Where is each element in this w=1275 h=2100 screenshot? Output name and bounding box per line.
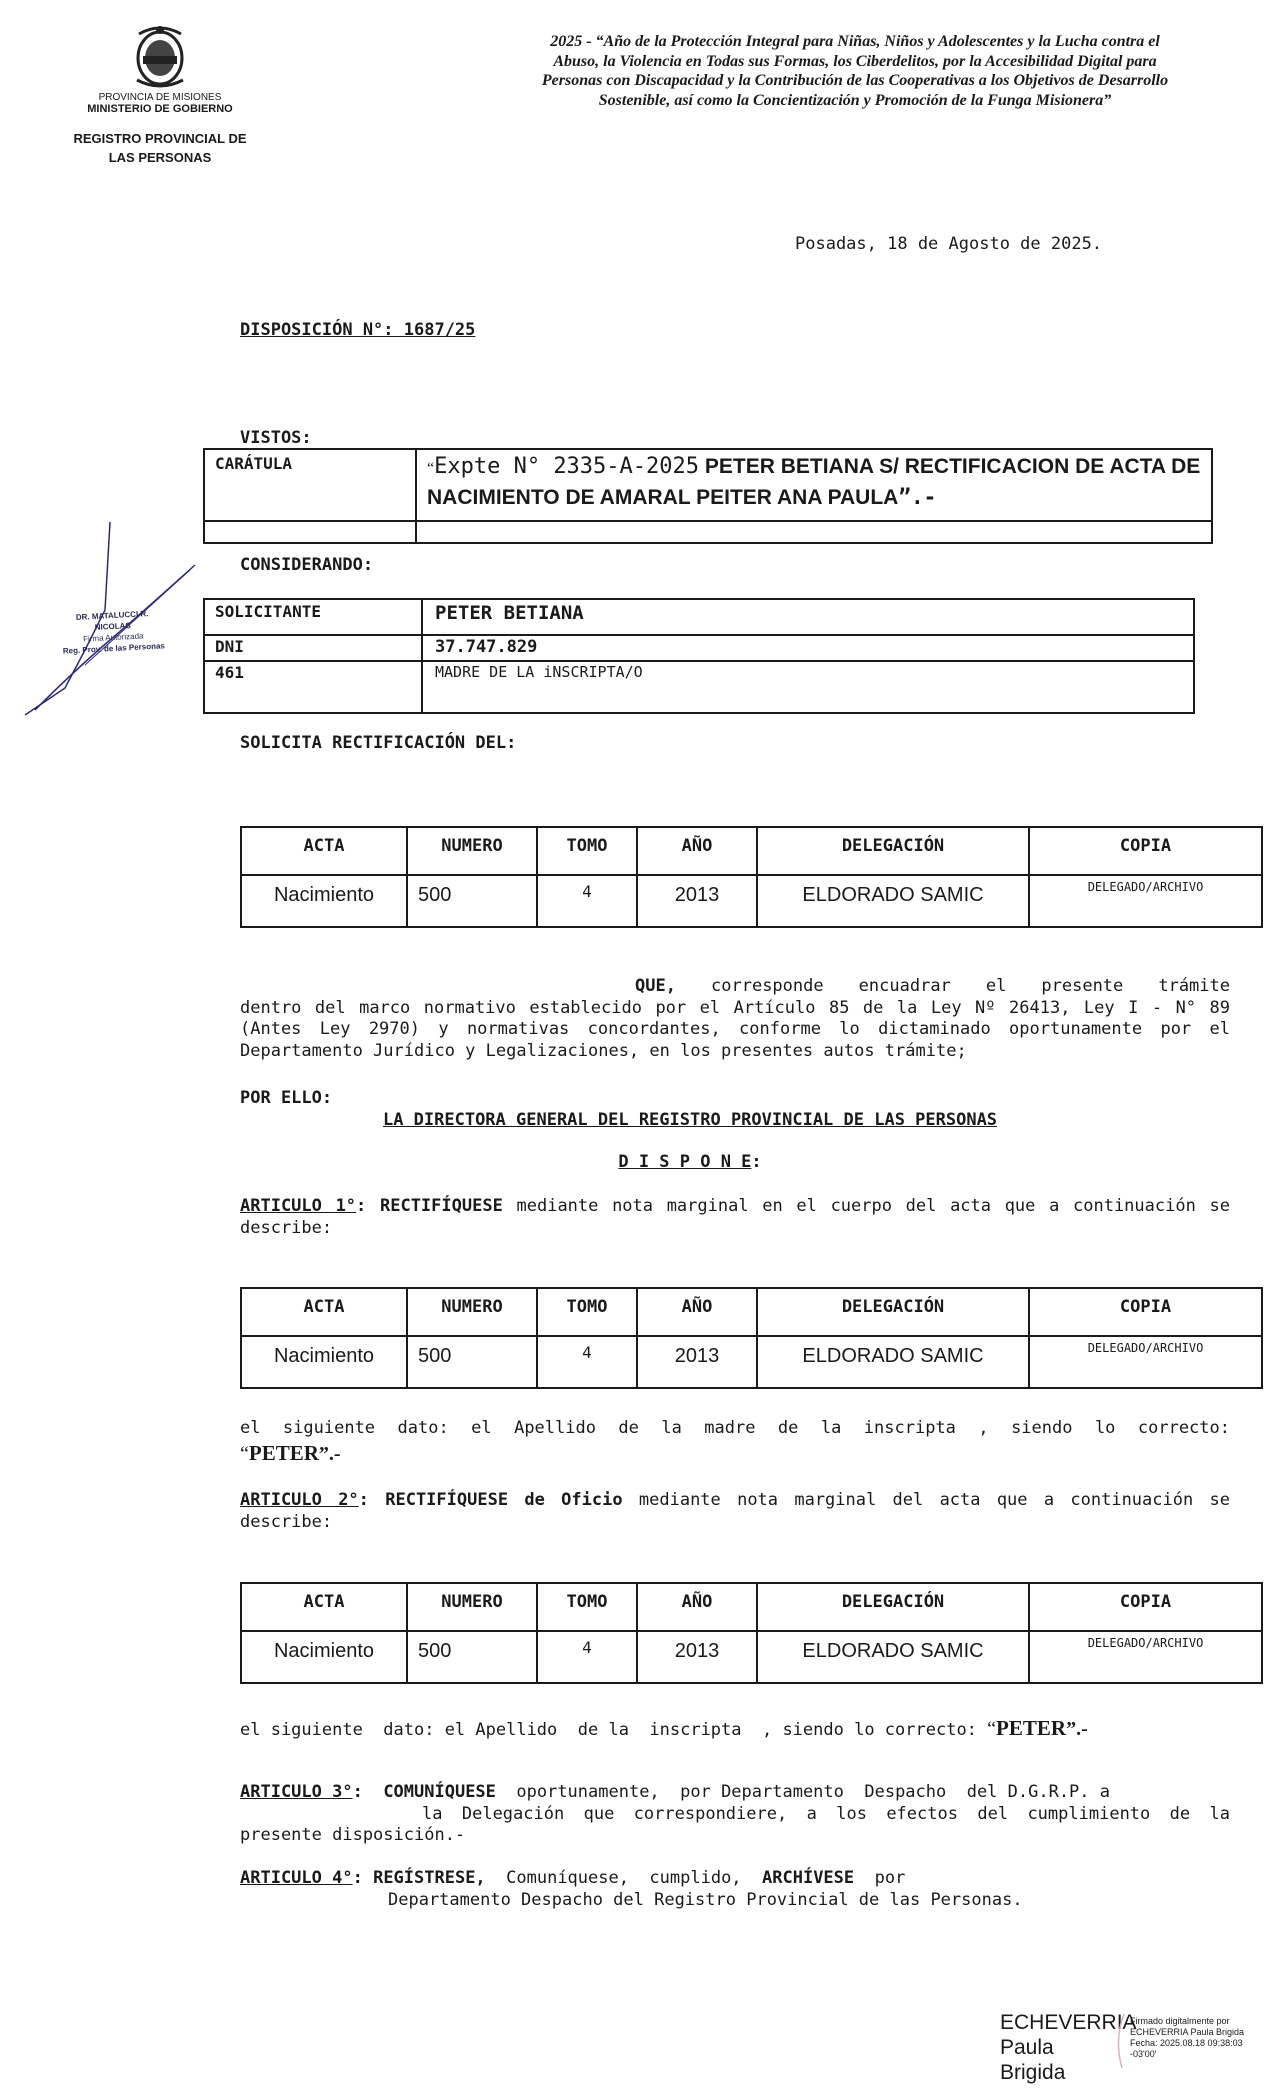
col-copia: COPIA bbox=[1029, 1288, 1262, 1336]
relationship-value: MADRE DE LA iNSCRIPTA/O bbox=[422, 661, 1194, 713]
col-copia: COPIA bbox=[1029, 1583, 1262, 1631]
registry-name-line1: REGISTRO PROVINCIAL DE bbox=[73, 131, 247, 146]
article-3-line1: oportunamente, por Departamento Despacho del D.G.R.P. a bbox=[495, 1782, 1110, 1802]
que-first-line: corresponde encuadrar el presente trámite bbox=[675, 976, 1230, 996]
article-1-open-quote: “ bbox=[240, 1443, 249, 1465]
signature-flourish-icon bbox=[1112, 2012, 1130, 2070]
dni-label: DNI bbox=[204, 635, 422, 661]
cell-tomo: 4 bbox=[537, 1631, 637, 1683]
article-4-tail: por bbox=[854, 1868, 906, 1888]
signature-meta-4: -03'00' bbox=[1130, 2049, 1157, 2059]
ministry-name: MINISTERIO DE GOBIERNO bbox=[87, 103, 233, 115]
que-rest: dentro del marco normativo establecido por el Artículo 85 de la Ley Nº 26413, Ley I - N° 89 (Antes Ley 2970) y normativas concordantes, conforme lo dictaminado oportunamente por el Departamento Jurídico y Legalizaciones, en los presentes autos trámite; bbox=[240, 997, 1230, 1061]
stamp-name: DR. MATALUCCI R. NICOLAS bbox=[75, 609, 149, 632]
signer-surname: ECHEVERRIA bbox=[1000, 2011, 1137, 2034]
cell-tomo: 4 bbox=[537, 875, 637, 927]
relationship-code: 461 bbox=[204, 661, 422, 713]
cell-numero: 500 bbox=[407, 1336, 537, 1388]
col-numero: NUMERO bbox=[407, 827, 537, 875]
article-4-verb1: REGÍSTRESE, bbox=[373, 1868, 486, 1888]
col-acta: ACTA bbox=[241, 1583, 407, 1631]
caratula-expte: Expte N° 2335-A-2025 bbox=[434, 454, 700, 479]
dispone-heading bbox=[240, 1152, 1140, 1174]
signature-meta-3: Fecha: 2025.08.18 09:38:03 bbox=[1130, 2038, 1243, 2048]
dni-value: 37.747.829 bbox=[422, 635, 1194, 661]
col-acta: ACTA bbox=[241, 827, 407, 875]
article-2-correction-line bbox=[240, 1716, 1088, 1742]
disposition-number: DISPOSICIÓN N°: 1687/25 bbox=[240, 320, 476, 340]
col-numero: NUMERO bbox=[407, 1288, 537, 1336]
province-name: PROVINCIA DE MISIONES bbox=[98, 92, 222, 103]
cell-anio: 2013 bbox=[637, 1336, 757, 1388]
cell-delegacion: ELDORADO SAMIC bbox=[757, 1336, 1029, 1388]
col-tomo: TOMO bbox=[537, 827, 637, 875]
solicitante-label: SOLICITANTE bbox=[204, 599, 422, 635]
col-numero: NUMERO bbox=[407, 1583, 537, 1631]
authorized-stamp bbox=[57, 607, 169, 657]
acta-table-article-1 bbox=[240, 1287, 1263, 1389]
article-2-correct-value: PETER bbox=[996, 1716, 1067, 1740]
signature-meta-2: ECHEVERRIA Paula Brigida bbox=[1130, 2027, 1245, 2037]
cell-delegacion: ELDORADO SAMIC bbox=[757, 875, 1029, 927]
vistos-label: VISTOS: bbox=[240, 428, 312, 448]
cell-numero: 500 bbox=[407, 875, 537, 927]
stamp-org: Reg. Prov. de las Personas bbox=[62, 641, 166, 656]
digital-signature-name bbox=[1000, 2010, 1137, 2085]
cell-tomo: 4 bbox=[537, 1336, 637, 1388]
caratula-open-quote: “ bbox=[427, 460, 435, 477]
col-delegacion: DELEGACIÓN bbox=[757, 1288, 1029, 1336]
signer-given-names: Paula Brigida bbox=[1000, 2036, 1066, 2084]
article-2-close-quote: ”.- bbox=[1066, 1718, 1088, 1740]
que-paragraph bbox=[240, 976, 1230, 1062]
article-3-colon: : bbox=[352, 1782, 384, 1802]
caratula-text: PETER BETIANA S/ RECTIFICACION DE ACTA DE NACIMIENTO DE AMARAL PEITER ANA PAULA bbox=[427, 455, 1201, 509]
cell-copia: DELEGADO/ARCHIVO bbox=[1029, 875, 1262, 927]
article-2-open-quote: “ bbox=[987, 1718, 997, 1740]
cell-anio: 2013 bbox=[637, 1631, 757, 1683]
article-4-verb2: ARCHÍVESE bbox=[762, 1868, 855, 1888]
article-1-correction: el siguiente dato: el Apellido de la madre de la inscripta , siendo lo correcto: bbox=[240, 1418, 1230, 1438]
article-2-correction: el siguiente dato: el Apellido de la inscripta , siendo lo correcto: bbox=[240, 1720, 988, 1740]
article-2-verb: RECTIFÍQUESE de Oficio bbox=[385, 1490, 623, 1510]
cell-anio: 2013 bbox=[637, 875, 757, 927]
directora-heading: LA DIRECTORA GENERAL DEL REGISTRO PROVINCIAL DE LAS PERSONAS bbox=[382, 1110, 998, 1130]
col-acta: ACTA bbox=[241, 1288, 407, 1336]
registry-name bbox=[60, 129, 260, 167]
article-4-label: ARTICULO 4° bbox=[240, 1868, 353, 1888]
article-1-close-quote: ”.- bbox=[318, 1443, 341, 1465]
article-3-line2: la Delegación que correspondiere, a los efectos del cumplimiento de la bbox=[422, 1803, 1230, 1824]
acta-table-article-2 bbox=[240, 1582, 1263, 1684]
por-ello-label: POR ELLO: bbox=[240, 1088, 333, 1108]
dispone-colon: : bbox=[751, 1152, 762, 1172]
solicita-label: SOLICITA RECTIFICACIÓN DEL: bbox=[240, 733, 517, 753]
caratula-end: ”.- bbox=[898, 485, 937, 509]
cell-acta: Nacimiento bbox=[241, 1336, 407, 1388]
cell-numero: 500 bbox=[407, 1631, 537, 1683]
digital-signature-metadata bbox=[1130, 2016, 1260, 2060]
article-3-verb: COMUNÍQUESE bbox=[383, 1782, 496, 1802]
article-4-line2: Departamento Despacho del Registro Provincial de las Personas. bbox=[388, 1889, 1023, 1910]
article-2-text: mediante nota marginal del acta que a continuación se describe: bbox=[240, 1490, 1230, 1532]
col-copia: COPIA bbox=[1029, 827, 1262, 875]
article-1-text: mediante nota marginal en el cuerpo del acta que a continuación se describe: bbox=[240, 1196, 1230, 1238]
col-tomo: TOMO bbox=[537, 1288, 637, 1336]
year-motto: 2025 - “Año de la Protección Integral para Niñas, Niños y Adolescentes y la Lucha contra el Abuso, la Violencia en Todas sus Formas, los Ciberdelitos, por la Accesibilidad Digital para Personas con Discapacidad y la Contribución de las Cooperativas a los Objetivos de Desarrollo Sostenible, así como la Concientización y Promoción de la Funga Misionera” bbox=[541, 33, 1169, 109]
article-1 bbox=[240, 1196, 1230, 1239]
col-delegacion: DELEGACIÓN bbox=[757, 827, 1029, 875]
institution-logo-block bbox=[60, 22, 260, 167]
cell-acta: Nacimiento bbox=[241, 1631, 407, 1683]
solicitante-table bbox=[203, 598, 1195, 714]
acta-table-request bbox=[240, 826, 1263, 928]
cell-acta: Nacimiento bbox=[241, 875, 407, 927]
dispone-word: D I S P O N E bbox=[618, 1152, 752, 1172]
article-2-colon: : bbox=[358, 1490, 386, 1510]
caratula-label: CARÁTULA bbox=[204, 449, 416, 521]
caratula-empty-cell bbox=[204, 521, 416, 543]
article-1-correct-value: PETER bbox=[248, 1441, 319, 1465]
article-1-value-line bbox=[240, 1441, 341, 1466]
col-anio: AÑO bbox=[637, 1583, 757, 1631]
article-3-line3: presente disposición.- bbox=[240, 1825, 466, 1845]
signature-meta-1: Firmado digitalmente por bbox=[1130, 2016, 1230, 2026]
solicitante-value: PETER BETIANA bbox=[422, 599, 1194, 635]
caratula-table bbox=[203, 448, 1213, 544]
coat-of-arms-icon bbox=[125, 22, 195, 92]
col-anio: AÑO bbox=[637, 827, 757, 875]
que-lead: QUE, bbox=[635, 976, 676, 996]
article-2-label: ARTICULO 2° bbox=[240, 1490, 359, 1510]
caratula-empty-cell bbox=[416, 521, 1212, 543]
cell-delegacion: ELDORADO SAMIC bbox=[757, 1631, 1029, 1683]
article-1-colon: : bbox=[356, 1196, 380, 1216]
article-3-label: ARTICULO 3° bbox=[240, 1782, 353, 1802]
considerando-label: CONSIDERANDO: bbox=[240, 555, 374, 575]
article-4 bbox=[240, 1868, 1230, 1911]
article-3 bbox=[240, 1782, 1230, 1847]
article-1-verb: RECTIFÍQUESE bbox=[379, 1196, 503, 1216]
col-tomo: TOMO bbox=[537, 1583, 637, 1631]
article-2 bbox=[240, 1490, 1230, 1533]
date-line: Posadas, 18 de Agosto de 2025. bbox=[795, 234, 1103, 254]
article-4-mid: Comuníquese, cumplido, bbox=[485, 1868, 763, 1888]
article-4-colon: : bbox=[352, 1868, 374, 1888]
cell-copia: DELEGADO/ARCHIVO bbox=[1029, 1336, 1262, 1388]
stamp-role: Firma Autorizada bbox=[82, 631, 144, 644]
col-delegacion: DELEGACIÓN bbox=[757, 1583, 1029, 1631]
caratula-value bbox=[416, 449, 1212, 521]
cell-copia: DELEGADO/ARCHIVO bbox=[1029, 1631, 1262, 1683]
col-anio: AÑO bbox=[637, 1288, 757, 1336]
registry-name-line2: LAS PERSONAS bbox=[108, 150, 212, 165]
article-1-label: ARTICULO 1° bbox=[240, 1196, 357, 1216]
